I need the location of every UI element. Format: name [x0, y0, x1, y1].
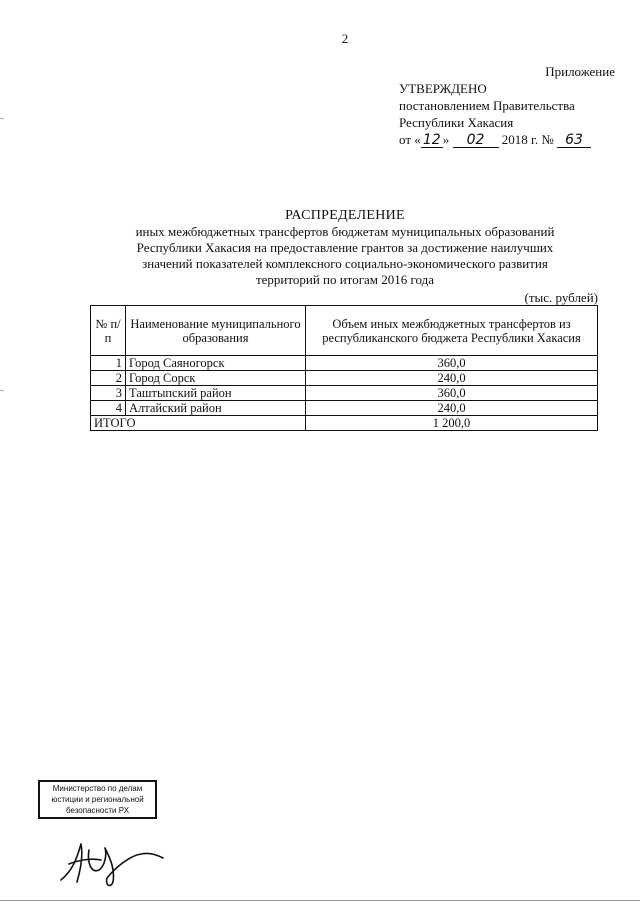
date-day-close: »: [442, 132, 453, 147]
scan-edge-mark: [0, 118, 4, 119]
total-label: ИТОГО: [91, 416, 306, 431]
title-line-3: значений показателей комплексного социально-экономического развития: [142, 256, 548, 271]
units-label: (тыс. рублей): [524, 290, 598, 305]
distribution-table: [90, 305, 598, 431]
row-num: 1: [91, 356, 126, 371]
scan-edge-mark: [0, 390, 4, 391]
scan-bottom-edge: [0, 900, 640, 901]
ministry-stamp: [38, 780, 157, 819]
document-title: [85, 208, 605, 288]
header-num: № п/п: [91, 306, 126, 356]
date-line: [399, 131, 591, 148]
handwritten-number: 63: [557, 134, 591, 148]
resolution-line: постановлением Правительства: [399, 98, 575, 113]
stamp-line-3: безопасности РХ: [65, 806, 130, 815]
handwritten-month: 02: [453, 134, 499, 148]
row-name: Город Сорск: [126, 371, 306, 386]
title-line-1: иных межбюджетных трансфертов бюджетам муниципальных образований: [135, 224, 555, 239]
date-prefix: от «: [399, 132, 421, 147]
stamp-line-1: Министерство по делам: [52, 784, 143, 793]
handwritten-signature: [55, 830, 165, 890]
row-num: 4: [91, 401, 126, 416]
row-name: Алтайский район: [126, 401, 306, 416]
table-total-row: [91, 416, 598, 431]
table-row: [91, 386, 598, 401]
header-name: Наименование муниципального образования: [126, 306, 306, 356]
table-row: [91, 356, 598, 371]
table-row: [91, 401, 598, 416]
handwritten-day: 12: [421, 134, 443, 148]
total-value: 1 200,0: [306, 416, 598, 431]
row-value: 240,0: [306, 371, 598, 386]
republic-line: Республики Хакасия: [399, 115, 514, 130]
title-line-4: территорий по итогам 2016 года: [255, 272, 435, 287]
row-num: 2: [91, 371, 126, 386]
approval-block: [399, 80, 591, 148]
page-number: 2: [341, 31, 349, 46]
approved-label: УТВЕРЖДЕНО: [399, 81, 487, 96]
header-volume: Объем иных межбюджетных трансфертов из республиканского бюджета Республики Хакасия: [306, 306, 598, 356]
row-num: 3: [91, 386, 126, 401]
table-row: [91, 371, 598, 386]
title-line-2: Республики Хакасия на предоставление грантов за достижение наилучших: [136, 240, 554, 255]
row-name: Таштыпский район: [126, 386, 306, 401]
row-value: 360,0: [306, 356, 598, 371]
title-main: РАСПРЕДЕЛЕНИЕ: [285, 208, 405, 223]
table-header-row: [91, 306, 598, 356]
row-name: Город Саяногорск: [126, 356, 306, 371]
stamp-line-2: юстиции и региональной: [51, 795, 144, 804]
row-value: 240,0: [306, 401, 598, 416]
date-year-text: 2018 г. №: [501, 132, 554, 147]
appendix-label: Приложение: [545, 64, 615, 79]
row-value: 360,0: [306, 386, 598, 401]
